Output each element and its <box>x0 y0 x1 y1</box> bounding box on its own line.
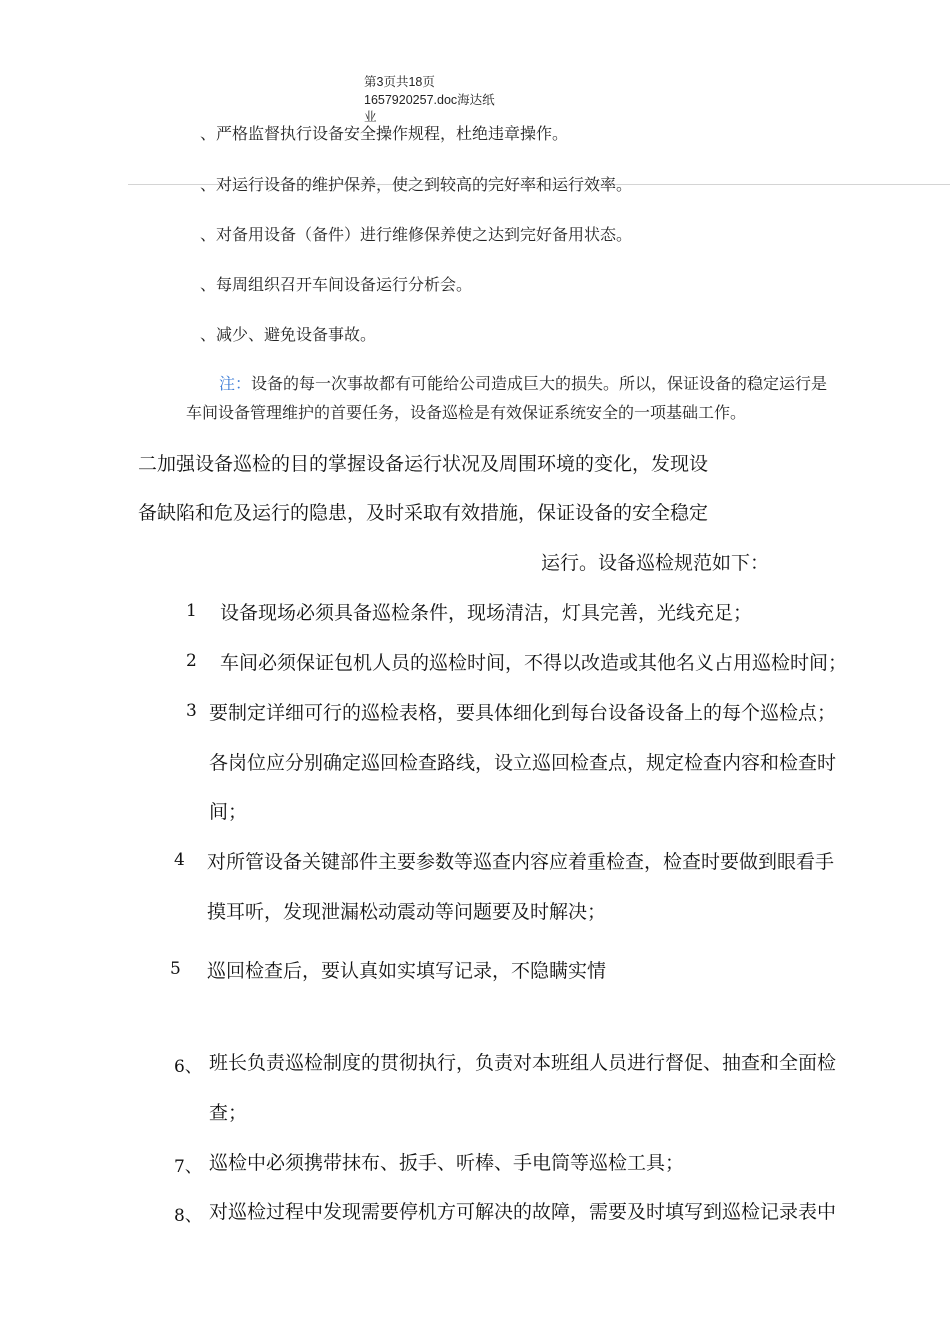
rule-number: 5 <box>170 959 181 979</box>
note-text-1: 设备的每一次事故都有可能给公司造成巨大的损失。所以，保证设备的稳定运行是 <box>251 374 828 393</box>
duty-item: 、对运行设备的维护保养，使之到较高的完好率和运行效率。 <box>200 175 633 194</box>
rule-text: 巡检中必须携带抹布、扳手、听棒、手电筒等巡检工具； <box>209 1152 685 1174</box>
rule-text: 对巡检过程中发现需要停机方可解决的故障，需要及时填写到巡检记录表中 <box>209 1201 837 1223</box>
rule-text: 班长负责巡检制度的贯彻执行，负责对本班组人员进行督促、抽查和全面检 <box>209 1052 837 1074</box>
duty-item: 、严格监督执行设备安全操作规程，杜绝违章操作。 <box>200 124 569 143</box>
rule-continuation: 各岗位应分别确定巡回检查路线，设立巡回检查点，规定检查内容和检查时 <box>209 752 837 774</box>
section-2-line-2: 备缺陷和危及运行的隐患，及时采取有效措施，保证设备的安全稳定 <box>138 502 709 524</box>
note-line-1 <box>219 371 827 394</box>
duty-item: 、对备用设备（备件）进行维修保养使之达到完好备用状态。 <box>200 225 633 244</box>
rule-number: 8、 <box>174 1206 202 1226</box>
rule-continuation: 摸耳听，发现泄漏松动震动等问题要及时解决； <box>207 901 607 923</box>
rule-number: 1 <box>186 601 197 621</box>
document-filename-wrap: 业 <box>364 110 377 124</box>
rule-number: 6、 <box>174 1057 202 1077</box>
section-2-line-3: 运行。设备巡检规范如下： <box>541 552 770 574</box>
duty-item: 、每周组织召开车间设备运行分析会。 <box>200 275 473 294</box>
rule-number: 3 <box>186 701 197 721</box>
note-line-2: 车间设备管理维护的首要任务，设备巡检是有效保证系统安全的一项基础工作。 <box>186 403 747 422</box>
rule-text: 巡回检查后，要认真如实填写记录，不隐瞒实情 <box>207 960 607 982</box>
rule-number: 7、 <box>174 1157 202 1177</box>
rule-text: 设备现场必须具备巡检条件，现场清洁，灯具完善，光线充足； <box>220 602 753 624</box>
document-filename: 1657920257.doc海达纸 <box>364 93 495 107</box>
rule-text: 要制定详细可行的巡检表格，要具体细化到每台设备设备上的每个巡检点； <box>209 702 837 724</box>
rule-continuation: 间； <box>209 801 248 823</box>
duty-item: 、减少、避免设备事故。 <box>200 325 377 344</box>
rule-text: 对所管设备关键部件主要参数等巡查内容应着重检查，检查时要做到眼看手 <box>207 851 835 873</box>
page-indicator: 第3页共18页 <box>364 75 435 89</box>
rule-text: 车间必须保证包机人员的巡检时间，不得以改造或其他名义占用巡检时间； <box>220 652 848 674</box>
rule-continuation: 查； <box>209 1102 248 1124</box>
rule-number: 4 <box>174 850 185 870</box>
note-label: 注： <box>219 374 252 393</box>
section-2-line-1: 二加强设备巡检的目的掌握设备运行状况及周围环境的变化，发现设 <box>138 453 709 475</box>
rule-number: 2 <box>186 651 197 671</box>
